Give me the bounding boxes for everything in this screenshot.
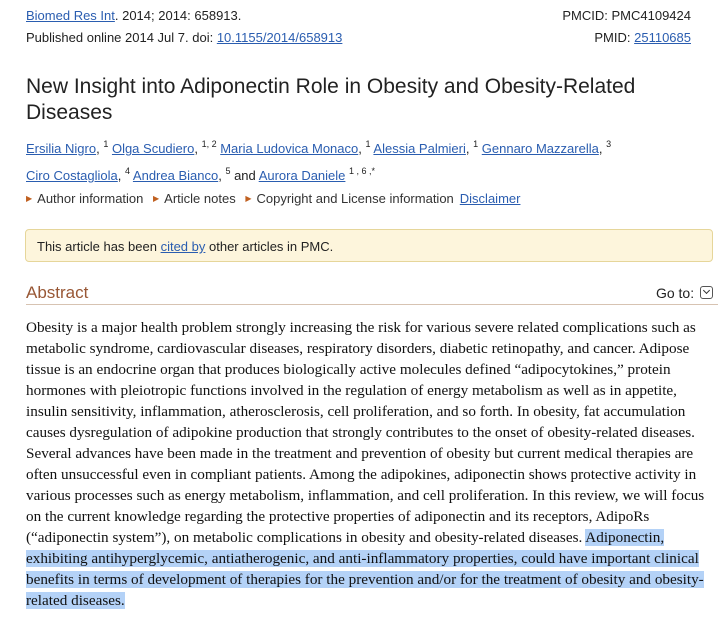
chevron-down-icon[interactable] [700,286,713,299]
cited-by-notice [25,229,713,262]
pmcid: PMCID: PMC4109424 [562,8,691,23]
copyright-toggle[interactable] [245,191,453,206]
pmid-link[interactable]: 25110685 [634,30,691,45]
author-link[interactable]: Aurora Daniele [258,168,346,183]
article-title: New Insight into Adiponectin Role in Obesity and Obesity-Related Diseases [26,75,636,124]
author-affiliation: 1 [473,139,479,149]
goto-menu[interactable] [656,285,713,301]
published-line [26,30,342,46]
triangle-right-icon: ▶ [26,194,33,203]
goto-label: Go to: [655,285,695,301]
author-affiliation: 3 [606,139,612,149]
citation-line [26,8,241,24]
doi-link[interactable]: 10.1155/2014/658913 [216,30,343,45]
pmid-label: PMID: [594,30,635,45]
author-link[interactable]: Ciro Costagliola [26,168,118,183]
triangle-right-icon: ▶ [153,194,160,203]
author-affiliation: 1 , 6 ,* [349,166,376,176]
selected-text[interactable]: Adiponectin, exhibiting antihyperglycemic, antiatherogenic, and anti-inflammatory properties, could have important clinical benefits in terms of development of therapies for the prevention and/or for the treatment of obesity and obesity-related diseases. [26,529,704,609]
author-link[interactable]: Ersilia Nigro [26,141,97,156]
article-notes-toggle[interactable] [153,191,236,206]
citation-rest: . 2014; 2014: 658913. [114,8,242,23]
author-affiliation: 4 [125,166,131,176]
author-affiliation: 1 [103,139,109,149]
abstract-text [26,317,718,611]
author-affiliation: 5 [225,166,231,176]
author-list: Ersilia Nigro, $^1$ Olga Scudiero, $^{1, 2}$ Maria Ludovica Monaco, $^1$ Alessia Palmieri, $^1$ Gennaro Mazzarella, $^3$ Ciro Costagliola, $^4$ Andrea Bianco, $^5$ and Aurora Daniele $^{1 , 6 ,*}$ [26,139,612,183]
author-information-label: Author information [37,191,144,206]
author-link[interactable]: Gennaro Mazzarella [481,141,599,156]
notice-prefix: This article has been [37,239,161,254]
author-link[interactable]: Andrea Bianco [132,168,219,183]
pmid-line [594,30,691,46]
authors-and: and [234,168,256,183]
article-notes-label: Article notes [164,191,236,206]
author-affiliation: 1 [365,139,371,149]
abstract-heading: Abstract [26,283,89,302]
copyright-label: Copyright and License information [256,191,454,206]
abstract-plain-text: Obesity is a major health problem strongly increasing the risk for various severe related complications such as metabolic syndrome, cardiovascular diseases, respiratory disorders, diabetic retinopathy, and cancer. Adipose tissue is an endocrine organ that produces biologically active molecules defined “adipocytokines,” protein hormones with pleiotropic functions involved in the regulation of energy metabolism as well as in appetite, insulin sensitivity, inflammation, atherosclerosis, cell proliferation, and so forth. In obesity, fat accumulation causes dysregulation of adipokine production that strongly contributes to the onset of obesity-related diseases. Several advances have been made in the treatment and prevention of obesity but current medical therapies are often unsuccessful even in compliant patients. Among the adipokines, adiponectin shows protective activity in various processes such as energy metabolism, inflammation, and cell proliferation. In this review, we will focus on the current knowledge regarding the protective properties of adiponectin and its receptors, AdipoRs (“adiponectin system”), on metabolic complications in obesity and obesity-related diseases. [26,319,705,546]
notice-suffix: other articles in PMC. [205,239,334,254]
cited-by-link[interactable]: cited by [160,239,206,254]
section-divider [26,304,718,305]
author-affiliation: 1, 2 [201,139,217,149]
disclaimer-link[interactable]: Disclaimer [459,191,521,206]
triangle-right-icon: ▶ [245,194,252,203]
author-link[interactable]: Alessia Palmieri [373,141,466,156]
author-link[interactable]: Olga Scudiero [111,141,195,156]
journal-link[interactable]: Biomed Res Int [26,8,115,23]
author-link[interactable]: Maria Ludovica Monaco [220,141,359,156]
published-prefix: Published online 2014 Jul 7. doi: [26,30,217,45]
article-info-bar [26,190,520,208]
author-information-toggle[interactable] [26,191,143,206]
